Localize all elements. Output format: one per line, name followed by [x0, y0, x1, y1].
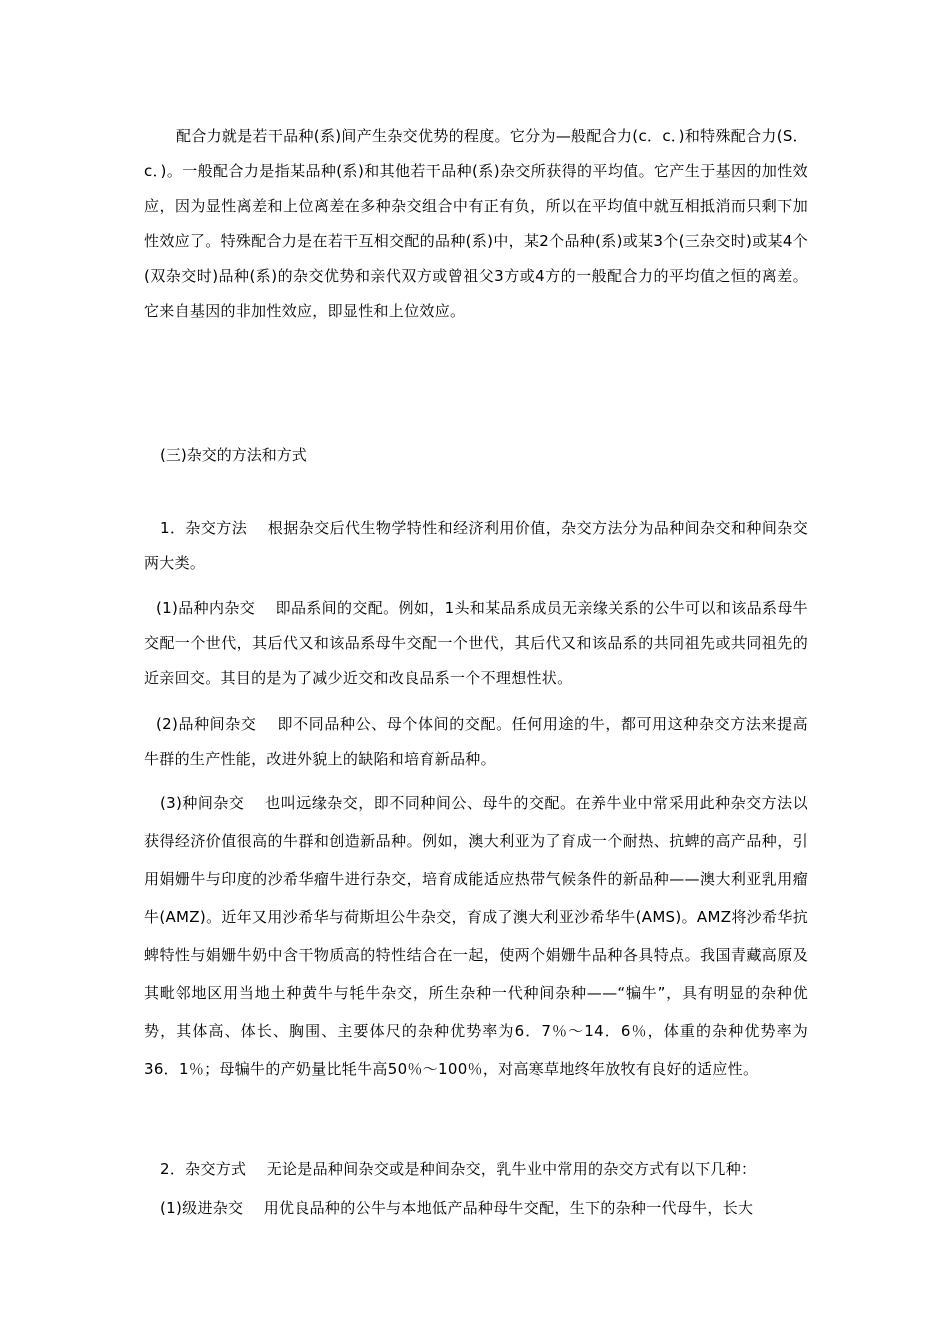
paragraph-crossbreeding-methods: 1．杂交方法 根据杂交后代生物学特性和经济利用价值，杂交方法分为品种间杂交和种间杂交两大类。: [144, 519, 808, 572]
section-heading: (三)杂交的方法和方式: [160, 446, 307, 464]
paragraph-crossbreeding-modes: 2．杂交方式 无论是品种间杂交或是种间杂交，乳牛业中常用的杂交方式有以下几种：: [160, 1160, 757, 1178]
paragraph-between-breed-crossing: (2)品种间杂交 即不同品种公、母个体间的交配。任何用途的牛，都可用这种杂交方法来提高牛群的生产性能，改进外貌上的缺陷和培育新品种。: [144, 715, 808, 768]
paragraph-within-breed-crossing: (1)品种内杂交 即品系间的交配。例如，1头和某品系成员无亲缘关系的公牛可以和该品系母牛交配一个世代，其后代又和该品系母牛交配一个世代，其后代又和该品系的共同祖先或共同祖先的近亲回交。其目的是为了减少近交和改良品系一个不理想性状。: [144, 599, 808, 687]
paragraph-combining-ability: 配合力就是若干品种(系)间产生杂交优势的程度。它分为—般配合力(c．c．)和特殊配合力(S．c．)。一般配合力是指某品种(系)和其他若干品种(系)杂交所获得的平均值。它产生于基因的加性效应，因为显性离差和上位离差在多种杂交组合中有正有负，所以在平均值中就互相抵消而只剩下加性效应了。特殊配合力是在若干互相交配的品种(系)中，某2个品种(系)或某3个(三杂交时)或某4个(双杂交时)品种(系)的杂交优势和亲代双方或曾祖父3方或4方的一般配合力的平均值之恒的离差。它来自基因的非加性效应，即显性和上位效应。: [144, 127, 808, 320]
paragraph-interspecies-crossing: (3)种间杂交 也叫远缘杂交，即不同种间公、母牛的交配。在养牛业中常采用此种杂交方法以获得经济价值很高的牛群和创造新品种。例如，澳大利亚为了育成一个耐热、抗蜱的高产品种，引用娟姗牛与印度的沙希华瘤牛进行杂交，培育成能适应热带气候条件的新品种——澳大利亚乳用瘤牛(AMZ)。近年又用沙希华与荷斯坦公牛杂交，育成了澳大利亚沙希华牛(AMS)。AMZ将沙希华抗蜱特性与娟姗牛奶中含干物质高的特性结合在一起，使两个娟姗牛品种各具特点。我国青藏高原及其毗邻地区用当地土种黄牛与牦牛杂交，所生杂种一代种间杂种——“犏牛”，具有明显的杂种优势，其体高、体长、胸围、主要体尺的杂种优势率为6．7％～14．6％，体重的杂种优势率为36．1％；母犏牛的产奶量比牦牛高50％～100％，对高寒草地终年放牧有良好的适应性。: [144, 794, 808, 1078]
paragraph-grading-up: (1)级进杂交 用优良品种的公牛与本地低产品种母牛交配，生下的杂种一代母牛，长大: [160, 1199, 754, 1217]
